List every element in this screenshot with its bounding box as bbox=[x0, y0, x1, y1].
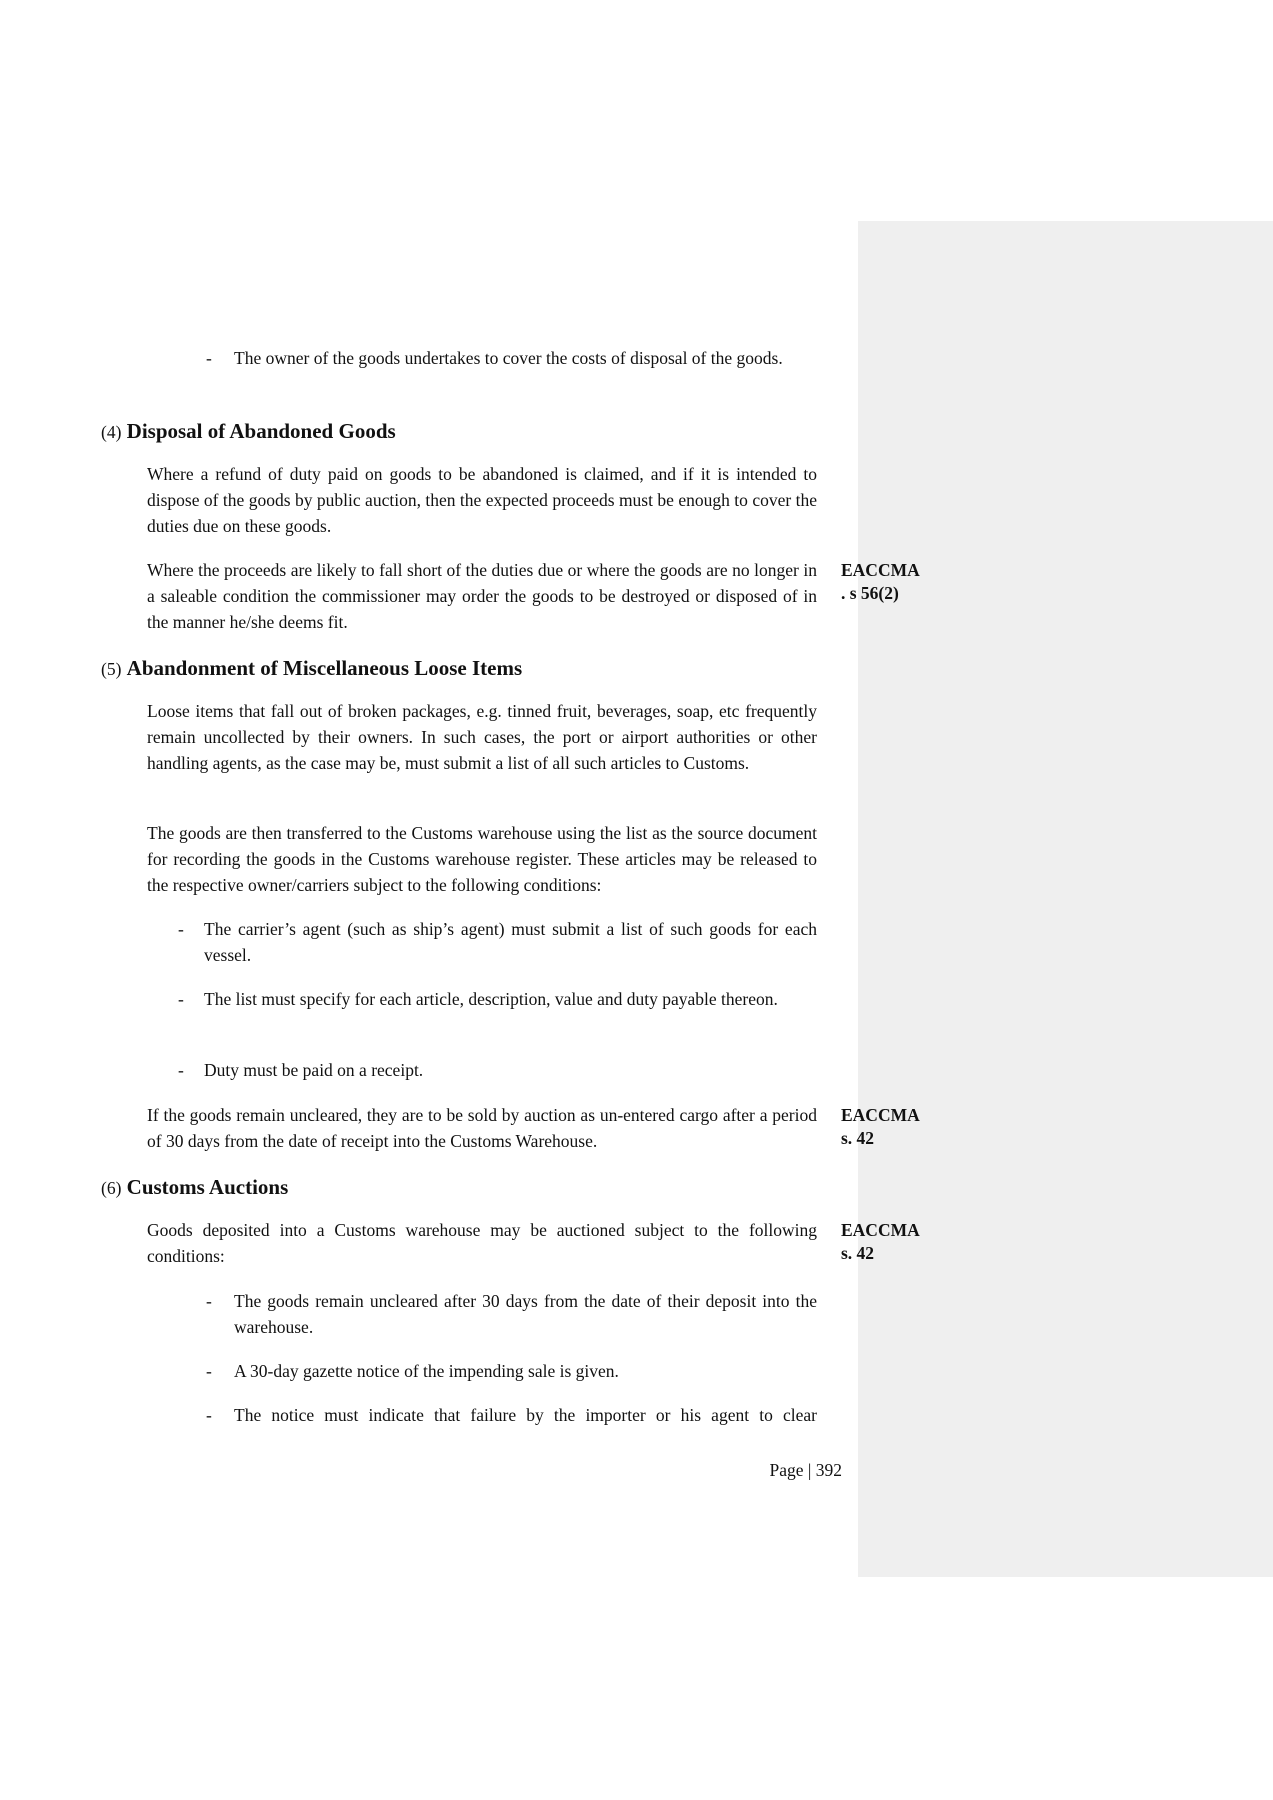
margin-note-section: s. 42 bbox=[841, 1243, 875, 1263]
page-number: Page | 392 bbox=[769, 1460, 842, 1480]
section-5-heading bbox=[101, 655, 522, 682]
section-6-heading bbox=[101, 1174, 288, 1201]
section-title: Disposal of Abandoned Goods bbox=[126, 419, 396, 443]
paragraph: The goods are then transferred to the Customs warehouse using the list as the source document for recording the goods in the Customs warehouse register. These articles may be released to the respective owner/carriers subject to the following conditions: bbox=[147, 823, 817, 895]
bullet-item: The goods remain uncleared after 30 days from the date of their deposit into the warehouse. bbox=[234, 1291, 817, 1337]
section-title: Customs Auctions bbox=[126, 1175, 289, 1199]
bullet-marker: - bbox=[178, 1060, 184, 1080]
paragraph: Where the proceeds are likely to fall short of the duties due or where the goods are no longer in a saleable condition the commissioner may order the goods to be destroyed or disposed of in the manner he/she deems fit. bbox=[147, 560, 817, 632]
section-number: (5) bbox=[101, 659, 122, 679]
margin-note bbox=[841, 559, 920, 605]
margin-note-act: EACCMA bbox=[841, 1220, 920, 1240]
bullet-marker: - bbox=[178, 989, 184, 1009]
bullet-item: A 30-day gazette notice of the impending sale is given. bbox=[234, 1361, 619, 1381]
bullet-marker: - bbox=[178, 919, 184, 939]
bullet-item: Duty must be paid on a receipt. bbox=[204, 1060, 424, 1080]
margin-note-act: EACCMA bbox=[841, 1105, 920, 1125]
paragraph: If the goods remain uncleared, they are to be sold by auction as un-entered cargo after a period of 30 days from the date of receipt into the Customs Warehouse. bbox=[147, 1105, 817, 1151]
paragraph: Loose items that fall out of broken packages, e.g. tinned fruit, beverages, soap, etc frequently remain uncollected by their owners. In such cases, the port or airport authorities or other handling agents, as the case may be, must submit a list of all such articles to Customs. bbox=[147, 701, 817, 773]
bullet-item: The owner of the goods undertakes to cover the costs of disposal of the goods. bbox=[234, 348, 783, 368]
comment-margin-panel bbox=[858, 221, 1273, 1577]
paragraph: Goods deposited into a Customs warehouse may be auctioned subject to the following conditions: bbox=[147, 1220, 817, 1266]
bullet-item: The list must specify for each article, description, value and duty payable thereon. bbox=[204, 989, 778, 1009]
bullet-marker: - bbox=[206, 1291, 212, 1311]
bullet-item: The notice must indicate that failure by the importer or his agent to clear bbox=[234, 1405, 817, 1425]
bullet-marker: - bbox=[206, 1405, 212, 1425]
margin-note-section: s. 42 bbox=[841, 1128, 875, 1148]
section-4-heading bbox=[101, 418, 396, 445]
bullet-marker: - bbox=[206, 1361, 212, 1381]
margin-note bbox=[841, 1104, 920, 1150]
margin-note bbox=[841, 1219, 920, 1265]
bullet-marker: - bbox=[206, 348, 212, 368]
section-title: Abandonment of Miscellaneous Loose Items bbox=[126, 656, 523, 680]
section-number: (4) bbox=[101, 422, 122, 442]
section-number: (6) bbox=[101, 1178, 122, 1198]
bullet-item: The carrier’s agent (such as ship’s agent) must submit a list of such goods for each vessel. bbox=[204, 919, 817, 965]
paragraph: Where a refund of duty paid on goods to be abandoned is claimed, and if it is intended to dispose of the goods by public auction, then the expected proceeds must be enough to cover the duties due on these goods. bbox=[147, 464, 817, 536]
margin-note-section: . s 56(2) bbox=[841, 583, 899, 603]
margin-note-act: EACCMA bbox=[841, 560, 920, 580]
